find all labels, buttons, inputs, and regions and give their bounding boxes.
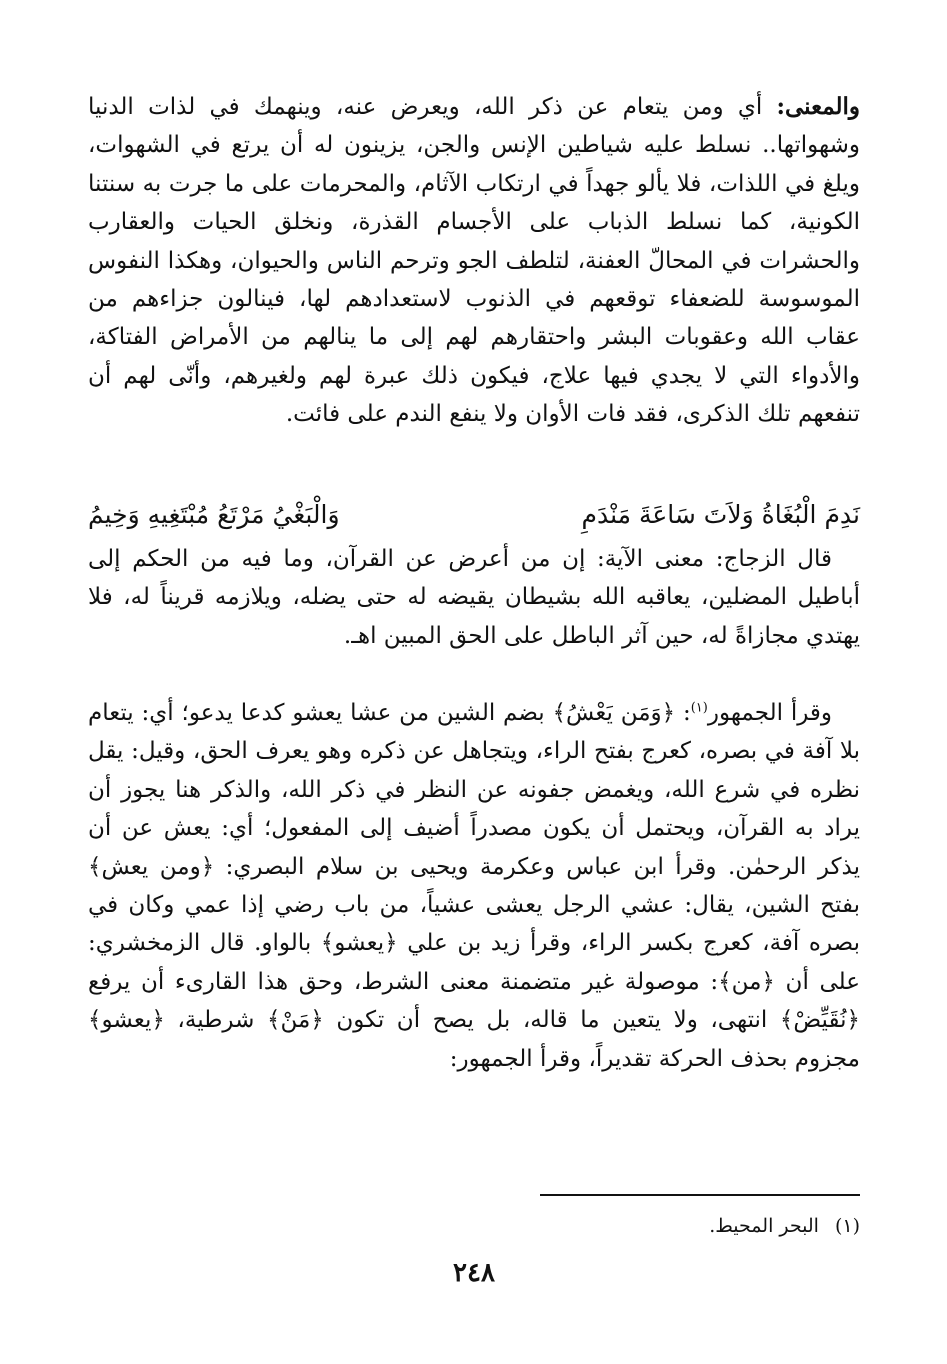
paragraph-lead-word: والمعنى: xyxy=(776,93,860,120)
book-page xyxy=(88,88,860,1308)
page-number: ٢٤٨ xyxy=(453,1258,495,1288)
verse-hemistich-left: وَالْبَغْيُ مَرْتَعُ مُبْتَغِيهِ وَخِيمُ xyxy=(88,500,340,529)
footnote-reference[interactable]: (١) xyxy=(690,700,708,716)
paragraph-body-text-continued: : ﴿وَمَن يَعْشُ﴾ بضم الشين من عشا يعشو كدعا يدعو؛ أي: يتعام بلا آفة في بصره، كعرج بفتح الراء، ويتجاهل عن ذكره وهو يعرف الحق، وقيل: يقل نظره في شرع الله، ويغمض جفونه عن النظر في ذكر الله، والذكر هنا يجوز أن يراد به القرآن، ويحتمل أن يكون مصدراً أضيف إلى المفعول؛ أي: يعش عن أن يذكر الرحمٰن. وقرأ ابن عباس وعكرمة ويحيى بن سلام البصري: ﴿ومن يعش﴾ بفتح الشين، يقال: عشي الرجل يعشى عشياً، من باب رضي إذا عمي وكان في بصره آفة، كعرج بكسر الراء، وقرأ زيد بن علي ﴿يعشو﴾ بالواو. قال الزمخشري: على أن ﴿من﴾: موصولة غير متضمنة معنى الشرط، وحق هذا القارىء أن يرفع ﴿نُقَيِّضْ﴾ انتهى، ولا يتعين ما قاله، بل يصح أن تكون ﴿مَنْ﴾ شرطية، ﴿يعشو﴾ مجزوم بحذف الحركة تقديراً، وقرأ الجمهور: xyxy=(88,700,860,1072)
paragraph-readings xyxy=(88,694,860,1078)
poetry-verse xyxy=(88,495,860,535)
footnote-divider xyxy=(540,1194,860,1196)
verse-hemistich-right: نَدِمَ الْبُغَاةُ وَلاَتَ سَاعَةَ مَنْدَمِ xyxy=(581,500,860,529)
paragraph-meaning xyxy=(88,88,860,434)
footnote xyxy=(709,1212,860,1240)
footnote-text: البحر المحيط. xyxy=(709,1215,819,1237)
paragraph-body-text: أي ومن يتعام عن ذكر الله، ويعرض عنه، وينهمك في لذات الدنيا وشهواتها.. نسلط عليه شياطين الإنس والجن، يزينون له أن يرتع في الشهوات، ويلغ في اللذات، فلا يألو جهداً في ارتكاب الآثام، والمحرمات على ما جرت به سنتنا الكونية، كما نسلط الذباب على الأجسام القذرة، ونخلق الحيات والعقارب والحشرات في المحالّ العفنة، لتلطف الجو وترحم الناس والحيوان، وهكذا النفوس الموسوسة للضعفاء توقعهم في الذنوب لاستعدادهم لها، فينالون جزاءهم من عقاب الله وعقوبات البشر واحتقارهم لهم إلى ما ينالهم من الأمراض الفتاكة، والأدواء التي لا يجدي فيها علاج، فيكون ذلك عبرة لهم ولغيرهم، وأنّى لهم أن تنفعهم تلك الذكرى، فقد فات الأوان ولا ينفع الندم على فائت. xyxy=(88,94,860,428)
paragraph-body-text: قال الزجاج: معنى الآية: إن من أعرض عن القرآن، وما فيه من الحكم إلى أباطيل المضلين، يعاقبه الله بشيطان يقيضه له حتى يضله، ويلازمه قريناً له، فلا يهتدي مجازاةً له، حين آثر الباطل على الحق المبين اهـ. xyxy=(88,546,860,649)
footnote-number: (١) xyxy=(834,1215,860,1237)
paragraph-zajjaj xyxy=(88,540,860,655)
paragraph-body-text: وقرأ الجمهور xyxy=(707,700,833,726)
